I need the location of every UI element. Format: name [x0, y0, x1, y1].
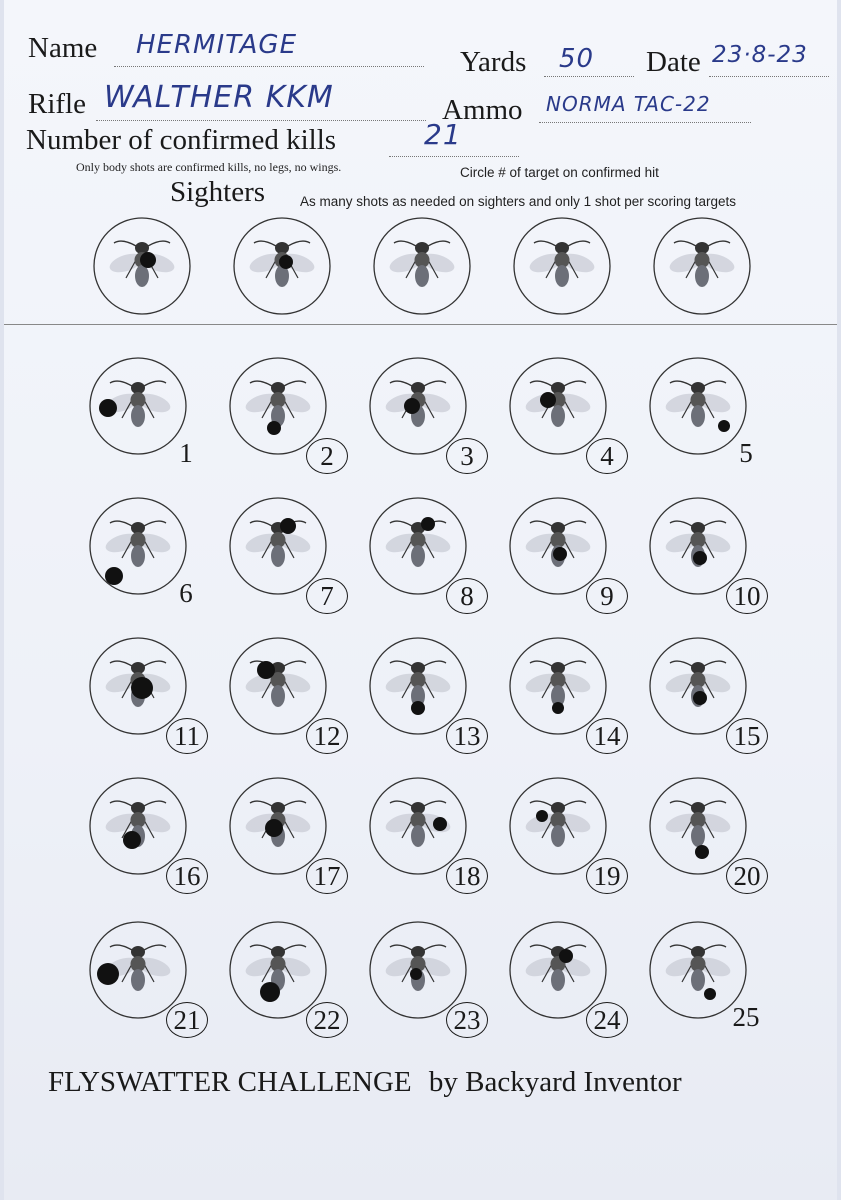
target-number: 10 — [726, 578, 768, 614]
fly-target-icon — [372, 216, 472, 316]
bullet-hole — [410, 968, 422, 980]
ammo-underline — [539, 122, 751, 123]
target-number: 1 — [179, 438, 193, 468]
target-number: 9 — [586, 578, 628, 614]
date-underline — [709, 76, 829, 77]
bullet-hole — [140, 252, 156, 268]
fly-target-icon — [92, 216, 192, 316]
target-number: 8 — [446, 578, 488, 614]
bullet-hole — [267, 421, 281, 435]
bullet-hole — [105, 567, 123, 585]
sighters-instruction: As many shots as needed on sighters and only 1 shot per scoring targets — [300, 194, 737, 209]
sighters-divider — [4, 324, 837, 325]
target-number: 13 — [446, 718, 488, 754]
bullet-hole — [704, 988, 716, 1000]
bullet-hole — [280, 518, 296, 534]
target-number: 17 — [306, 858, 348, 894]
target-number: 18 — [446, 858, 488, 894]
bullet-hole — [433, 817, 447, 831]
target-number: 6 — [179, 578, 193, 608]
fly-target-icon — [512, 216, 612, 316]
footer-byline: by Backyard Inventor — [428, 1066, 682, 1098]
yards-underline — [544, 76, 634, 77]
bullet-hole — [693, 551, 707, 565]
target-number: 7 — [306, 578, 348, 614]
footer — [48, 1066, 682, 1099]
target-number: 22 — [306, 1002, 348, 1038]
bullet-hole — [559, 949, 573, 963]
target-number: 19 — [586, 858, 628, 894]
target-number: 2 — [306, 438, 348, 474]
target-number: 12 — [306, 718, 348, 754]
kills-underline — [389, 156, 519, 157]
target-number: 3 — [446, 438, 488, 474]
bullet-hole — [99, 399, 117, 417]
yards-label: Yards — [460, 46, 527, 78]
ammo-value: NORMA TAC-22 — [546, 92, 711, 116]
target-number: 24 — [586, 1002, 628, 1038]
target-number: 16 — [166, 858, 208, 894]
target-number: 4 — [586, 438, 628, 474]
bullet-hole — [552, 702, 564, 714]
bullet-hole — [265, 819, 283, 837]
target-number: 23 — [446, 1002, 488, 1038]
bullet-hole — [421, 517, 435, 531]
target-number: 15 — [726, 718, 768, 754]
bullet-hole — [260, 982, 280, 1002]
sighter-target — [92, 216, 192, 316]
circle-note: Circle # of target on confirmed hit — [460, 165, 659, 180]
fly-target-icon — [652, 216, 752, 316]
bullet-hole — [279, 255, 293, 269]
sighter-target — [652, 216, 752, 316]
bullet-hole — [693, 691, 707, 705]
bullet-hole — [257, 661, 275, 679]
kills-label: Number of confirmed kills — [26, 124, 337, 156]
bullet-hole — [553, 547, 567, 561]
bullet-hole — [718, 420, 730, 432]
bullet-hole — [540, 392, 556, 408]
yards-value: 50 — [559, 44, 595, 74]
target-number: 20 — [726, 858, 768, 894]
date-label: Date — [646, 46, 701, 78]
sighter-target — [512, 216, 612, 316]
fly-target-icon — [232, 216, 332, 316]
bullet-hole — [123, 831, 141, 849]
bullet-hole — [131, 677, 153, 699]
target-number: 25 — [732, 1002, 760, 1032]
target-number: 11 — [166, 718, 208, 754]
sighter-target — [232, 216, 332, 316]
bullet-hole — [536, 810, 548, 822]
kills-value: 21 — [424, 118, 462, 151]
score-sheet — [4, 0, 837, 1200]
footer-title: FLYSWATTER CHALLENGE — [48, 1066, 412, 1098]
name-label: Name — [28, 32, 98, 64]
target-number: 5 — [739, 438, 753, 468]
target-number: 14 — [586, 718, 628, 754]
rule-note: Only body shots are confirmed kills, no legs, no wings. — [76, 160, 342, 174]
bullet-hole — [404, 398, 420, 414]
bullet-hole — [411, 701, 425, 715]
sighter-target — [372, 216, 472, 316]
name-underline — [114, 66, 424, 67]
ammo-label: Ammo — [442, 94, 523, 126]
rifle-label: Rifle — [28, 88, 86, 120]
rifle-underline — [96, 120, 426, 121]
sighters-title: Sighters — [170, 176, 266, 208]
date-value: 23·8-23 — [712, 42, 808, 68]
target-number: 21 — [166, 1002, 208, 1038]
bullet-hole — [695, 845, 709, 859]
rifle-value: WALTHER KKM — [104, 80, 334, 115]
bullet-hole — [97, 963, 119, 985]
name-value: HERMITAGE — [136, 30, 298, 60]
